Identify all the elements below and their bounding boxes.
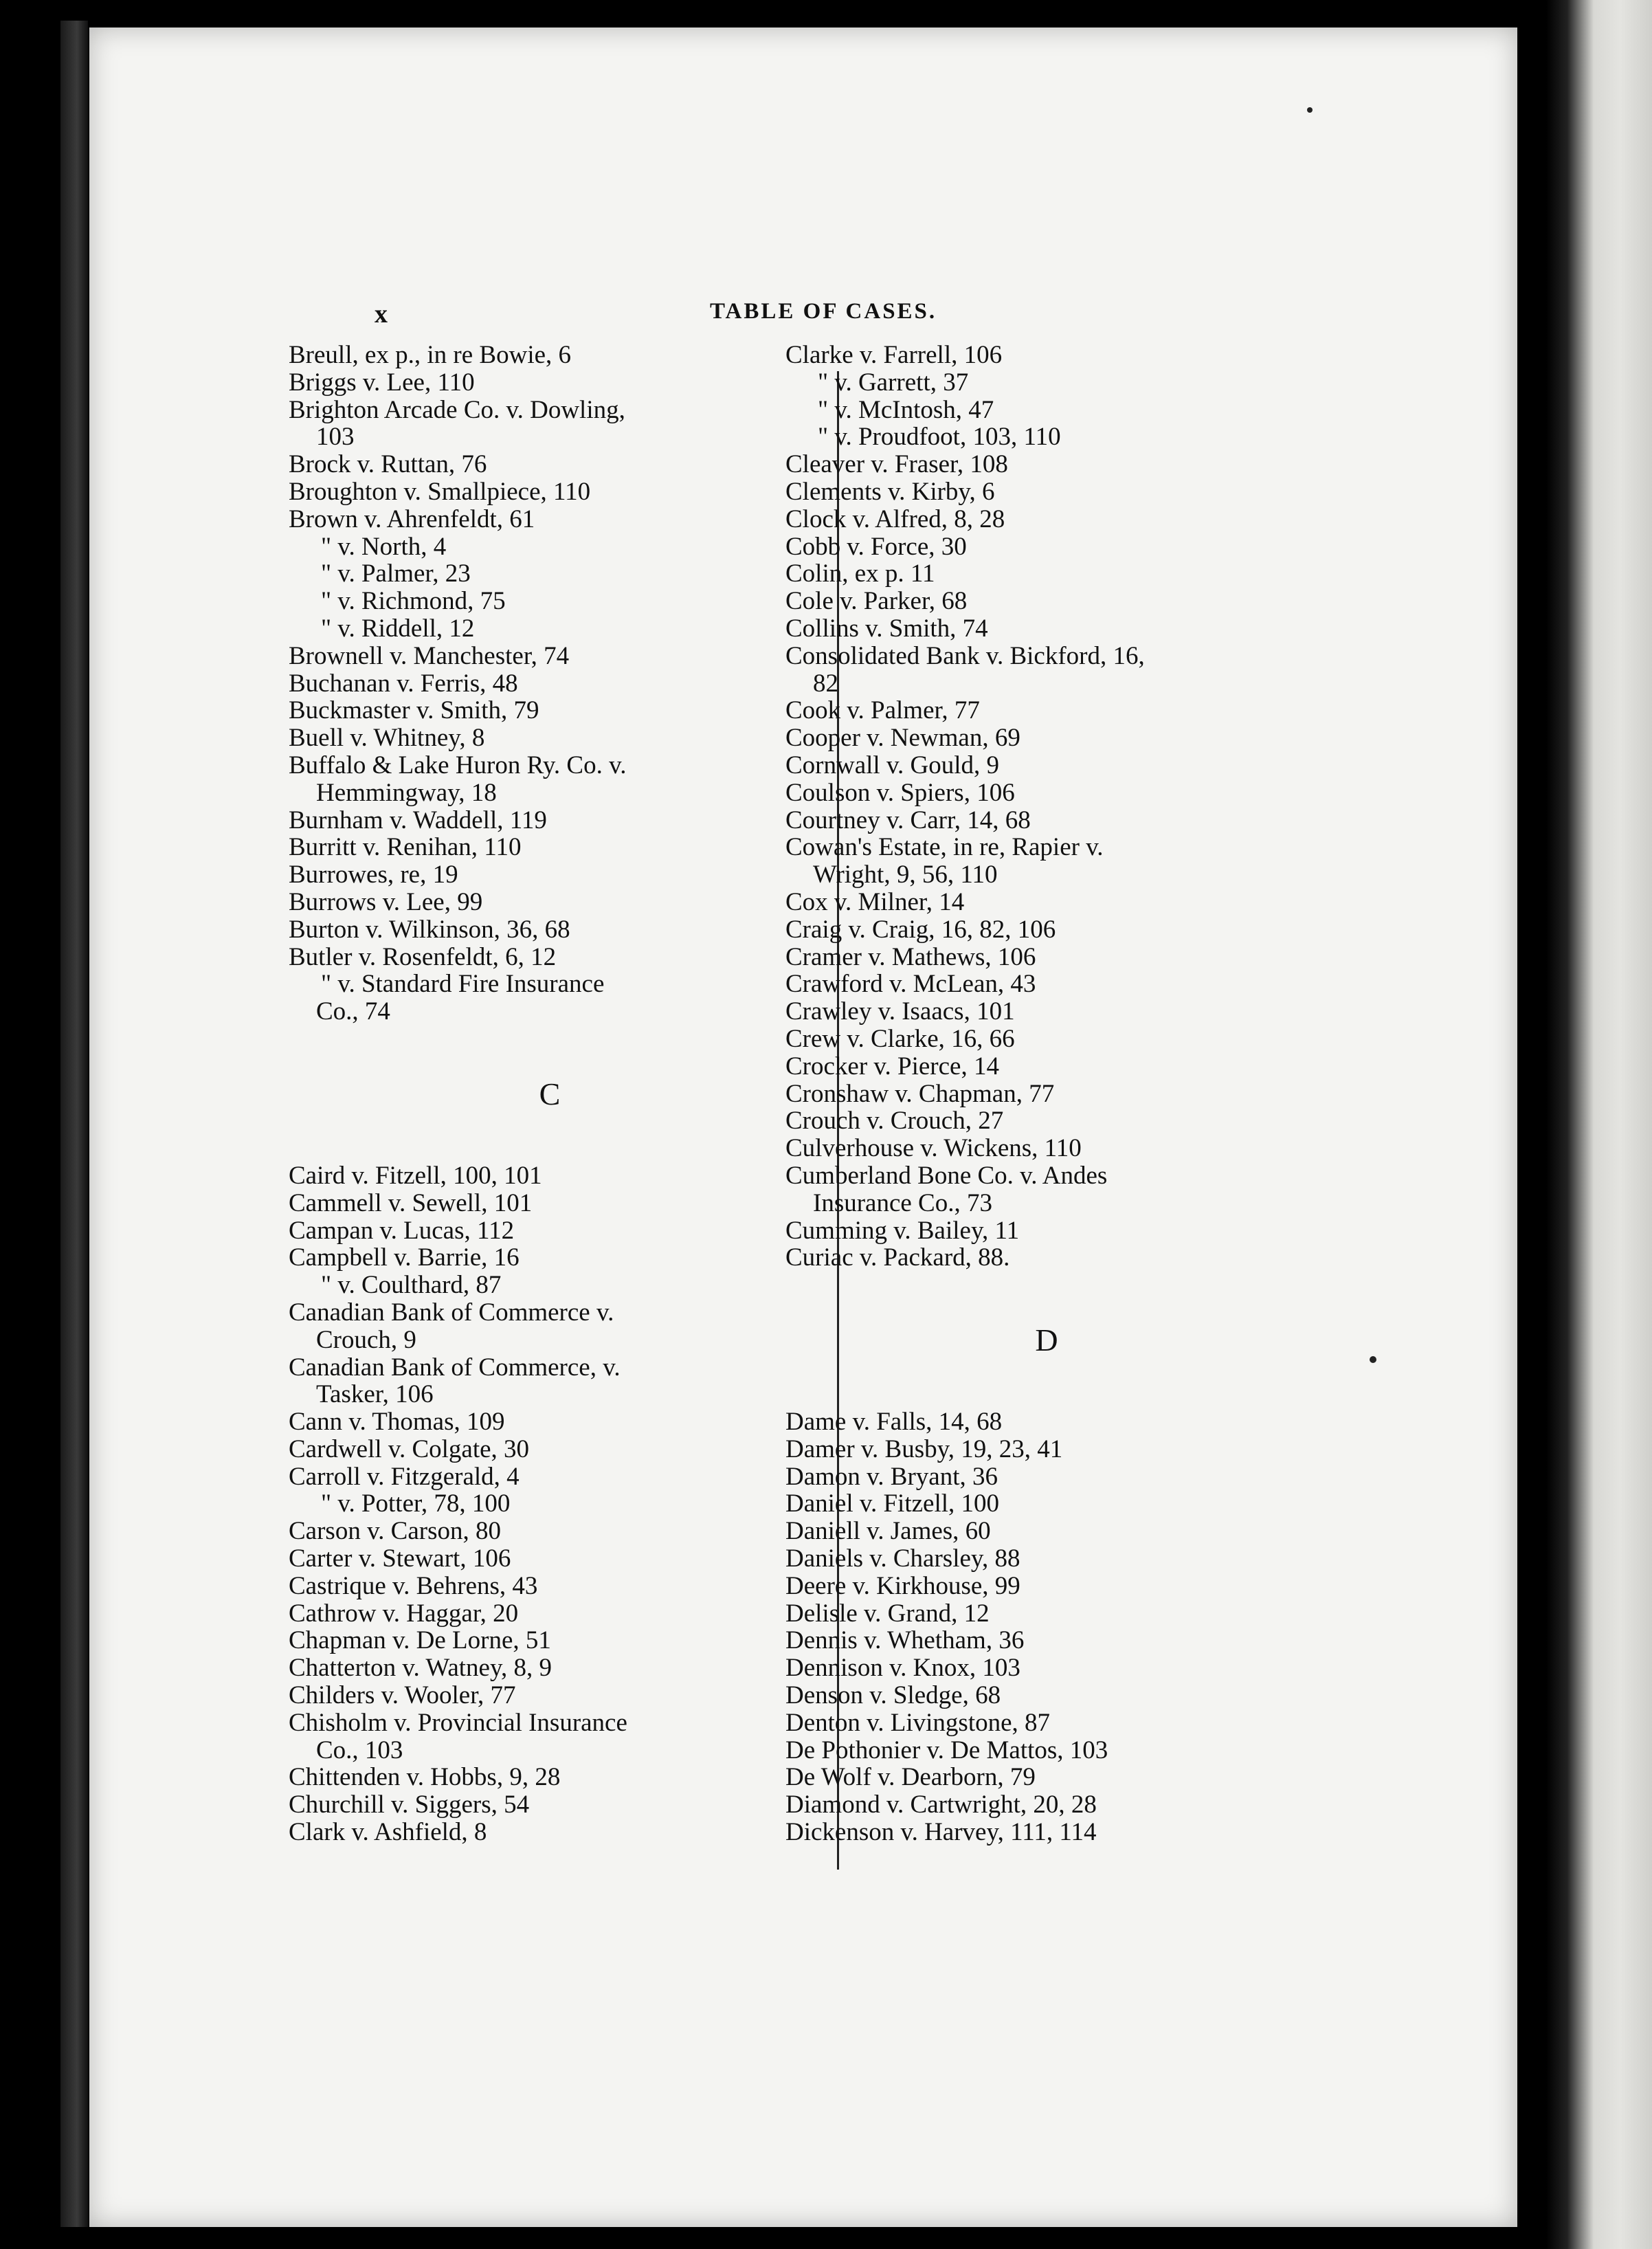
case-entry: Cowan's Estate, in re, Rapier v. [785, 833, 1104, 862]
case-entry-continuation: Tasker, 106 [316, 1380, 434, 1409]
case-entry: Culverhouse v. Wickens, 110 [785, 1134, 1082, 1163]
case-entry: Broughton v. Smallpiece, 110 [289, 477, 591, 506]
case-entry: Chatterton v. Watney, 8, 9 [289, 1654, 552, 1683]
case-entry: " v. Garrett, 37 [818, 368, 969, 397]
left-index-column [289, 342, 831, 1846]
case-entry: Collins v. Smith, 74 [785, 614, 988, 643]
case-entry-continuation: Hemmingway, 18 [316, 778, 497, 807]
case-entry-continuation: Co., 103 [316, 1736, 403, 1764]
case-entry: Churchill v. Siggers, 54 [289, 1791, 530, 1819]
case-entry: Chapman v. De Lorne, 51 [289, 1626, 551, 1655]
case-entry: Cobb v. Force, 30 [785, 532, 967, 561]
case-entry: Daniel v. Fitzell, 100 [785, 1489, 1000, 1518]
book-spine-edge [60, 21, 88, 2227]
case-entry: Crew v. Clarke, 16, 66 [785, 1024, 1015, 1053]
case-entry: Brown v. Ahrenfeldt, 61 [289, 505, 535, 533]
case-entry: Crawford v. McLean, 43 [785, 970, 1036, 999]
page-number: x [375, 300, 389, 329]
case-entry: Cammell v. Sewell, 101 [289, 1188, 533, 1217]
case-entry: Cook v. Palmer, 77 [785, 696, 980, 725]
case-entry: Clark v. Ashfield, 8 [289, 1818, 487, 1847]
case-entry: Cramer v. Mathews, 106 [785, 942, 1036, 971]
case-entry: Cornwall v. Gould, 9 [785, 751, 1000, 779]
case-entry: Breull, ex p., in re Bowie, 6 [289, 341, 572, 369]
case-entry: " v. Standard Fire Insurance [321, 970, 605, 999]
case-entry: " v. Proudfoot, 103, 110 [818, 423, 1061, 452]
case-entry: Denton v. Livingstone, 87 [785, 1708, 1051, 1737]
case-entry: Brownell v. Manchester, 74 [289, 641, 570, 670]
case-entry: " v. Riddell, 12 [321, 614, 475, 643]
case-entry: Dennison v. Knox, 103 [785, 1654, 1020, 1683]
case-entry: Deere v. Kirkhouse, 99 [785, 1571, 1020, 1600]
section-letter: D [1035, 1322, 1058, 1358]
case-entry: Chittenden v. Hobbs, 9, 28 [289, 1763, 561, 1792]
case-entry: " v. McIntosh, 47 [818, 395, 994, 424]
case-entry: Coulson v. Spiers, 106 [785, 778, 1015, 807]
case-entry: Daniels v. Charsley, 88 [785, 1544, 1020, 1573]
case-entry: Canadian Bank of Commerce, v. [289, 1353, 621, 1382]
case-entry: Crouch v. Crouch, 27 [785, 1107, 1004, 1135]
case-entry-continuation: Insurance Co., 73 [813, 1188, 992, 1217]
running-title: TABLE OF CASES. [710, 299, 937, 324]
case-entry: " v. Richmond, 75 [321, 587, 506, 616]
case-entry: Craig v. Craig, 16, 82, 106 [785, 915, 1056, 944]
case-entry: Consolidated Bank v. Bickford, 16, [785, 641, 1145, 670]
case-entry-continuation: 82 [813, 669, 838, 698]
case-entry: Briggs v. Lee, 110 [289, 368, 475, 397]
case-entry: Burton v. Wilkinson, 36, 68 [289, 915, 570, 944]
case-entry: Campbell v. Barrie, 16 [289, 1243, 520, 1272]
case-entry: Cox v. Milner, 14 [785, 887, 965, 916]
case-entry: Cronshaw v. Chapman, 77 [785, 1079, 1055, 1108]
case-entry: Crawley v. Isaacs, 101 [785, 997, 1015, 1026]
case-entry: Curiac v. Packard, 88. [785, 1243, 1010, 1272]
case-entry: Campan v. Lucas, 112 [289, 1216, 515, 1245]
case-entry: Buchanan v. Ferris, 48 [289, 669, 518, 698]
case-entry: Crocker v. Pierce, 14 [785, 1052, 999, 1081]
case-entry: " v. Potter, 78, 100 [321, 1489, 511, 1518]
page-header [89, 299, 1517, 333]
case-entry-continuation: Crouch, 9 [316, 1325, 416, 1354]
case-entry: Clock v. Alfred, 8, 28 [785, 505, 1005, 533]
case-entry: Cardwell v. Colgate, 30 [289, 1434, 530, 1463]
case-entry: " v. Coulthard, 87 [321, 1271, 502, 1300]
case-entry: Clements v. Kirby, 6 [785, 477, 995, 506]
case-entry: Clarke v. Farrell, 106 [785, 341, 1003, 369]
case-entry: Butler v. Rosenfeldt, 6, 12 [289, 942, 557, 971]
case-entry: Cathrow v. Haggar, 20 [289, 1599, 519, 1628]
case-entry: De Wolf v. Dearborn, 79 [785, 1763, 1036, 1792]
case-entry: Burritt v. Renihan, 110 [289, 833, 522, 862]
case-entry: Cleaver v. Fraser, 108 [785, 450, 1008, 479]
case-entry: Damer v. Busby, 19, 23, 41 [785, 1434, 1063, 1463]
case-entry: Chisholm v. Provincial Insurance [289, 1708, 627, 1737]
case-entry: Colin, ex p. 11 [785, 560, 935, 588]
case-entry-continuation: Wright, 9, 56, 110 [813, 861, 998, 889]
case-entry: Carter v. Stewart, 106 [289, 1544, 511, 1573]
case-entry: Burrows v. Lee, 99 [289, 887, 483, 916]
case-entry-continuation: Co., 74 [316, 997, 390, 1026]
case-entry: Canadian Bank of Commerce v. [289, 1298, 614, 1327]
case-entry: Cumming v. Bailey, 11 [785, 1216, 1020, 1245]
case-entry: Cumberland Bone Co. v. Andes [785, 1161, 1108, 1190]
adjacent-page-edge [1546, 0, 1652, 2249]
case-entry: Brighton Arcade Co. v. Dowling, [289, 395, 625, 424]
case-entry: Brock v. Ruttan, 76 [289, 450, 487, 479]
case-entry: Burrowes, re, 19 [289, 861, 458, 889]
case-entry-continuation: 103 [316, 423, 355, 452]
case-entry: Carroll v. Fitzgerald, 4 [289, 1462, 520, 1491]
case-entry: Courtney v. Carr, 14, 68 [785, 806, 1031, 834]
case-entry: Dickenson v. Harvey, 111, 114 [785, 1818, 1097, 1847]
case-entry: Buffalo & Lake Huron Ry. Co. v. [289, 751, 627, 779]
case-entry: Cole v. Parker, 68 [785, 587, 968, 616]
case-entry: Denson v. Sledge, 68 [785, 1681, 1001, 1710]
case-entry: Carson v. Carson, 80 [289, 1517, 501, 1546]
case-entry: Buell v. Whitney, 8 [289, 724, 485, 753]
case-entry: Delisle v. Grand, 12 [785, 1599, 990, 1628]
case-entry: " v. North, 4 [321, 532, 447, 561]
case-entry: Burnham v. Waddell, 119 [289, 806, 547, 834]
case-entry: Caird v. Fitzell, 100, 101 [289, 1161, 542, 1190]
section-letter: C [539, 1076, 561, 1111]
case-entry: Dame v. Falls, 14, 68 [785, 1408, 1003, 1437]
case-entry: Buckmaster v. Smith, 79 [289, 696, 539, 725]
case-entry: Diamond v. Cartwright, 20, 28 [785, 1791, 1097, 1819]
right-index-column [785, 342, 1328, 1846]
case-entry: Damon v. Bryant, 36 [785, 1462, 998, 1491]
case-entry: Childers v. Wooler, 77 [289, 1681, 516, 1710]
case-entry: " v. Palmer, 23 [321, 560, 471, 588]
case-entry: Cann v. Thomas, 109 [289, 1408, 505, 1437]
case-entry: Cooper v. Newman, 69 [785, 724, 1020, 753]
print-speck [1370, 1356, 1376, 1363]
case-entry: Castrique v. Behrens, 43 [289, 1571, 538, 1600]
case-entry: De Pothonier v. De Mattos, 103 [785, 1736, 1108, 1764]
case-entry: Daniell v. James, 60 [785, 1517, 991, 1546]
case-entry: Dennis v. Whetham, 36 [785, 1626, 1025, 1655]
print-speck [1307, 107, 1313, 113]
